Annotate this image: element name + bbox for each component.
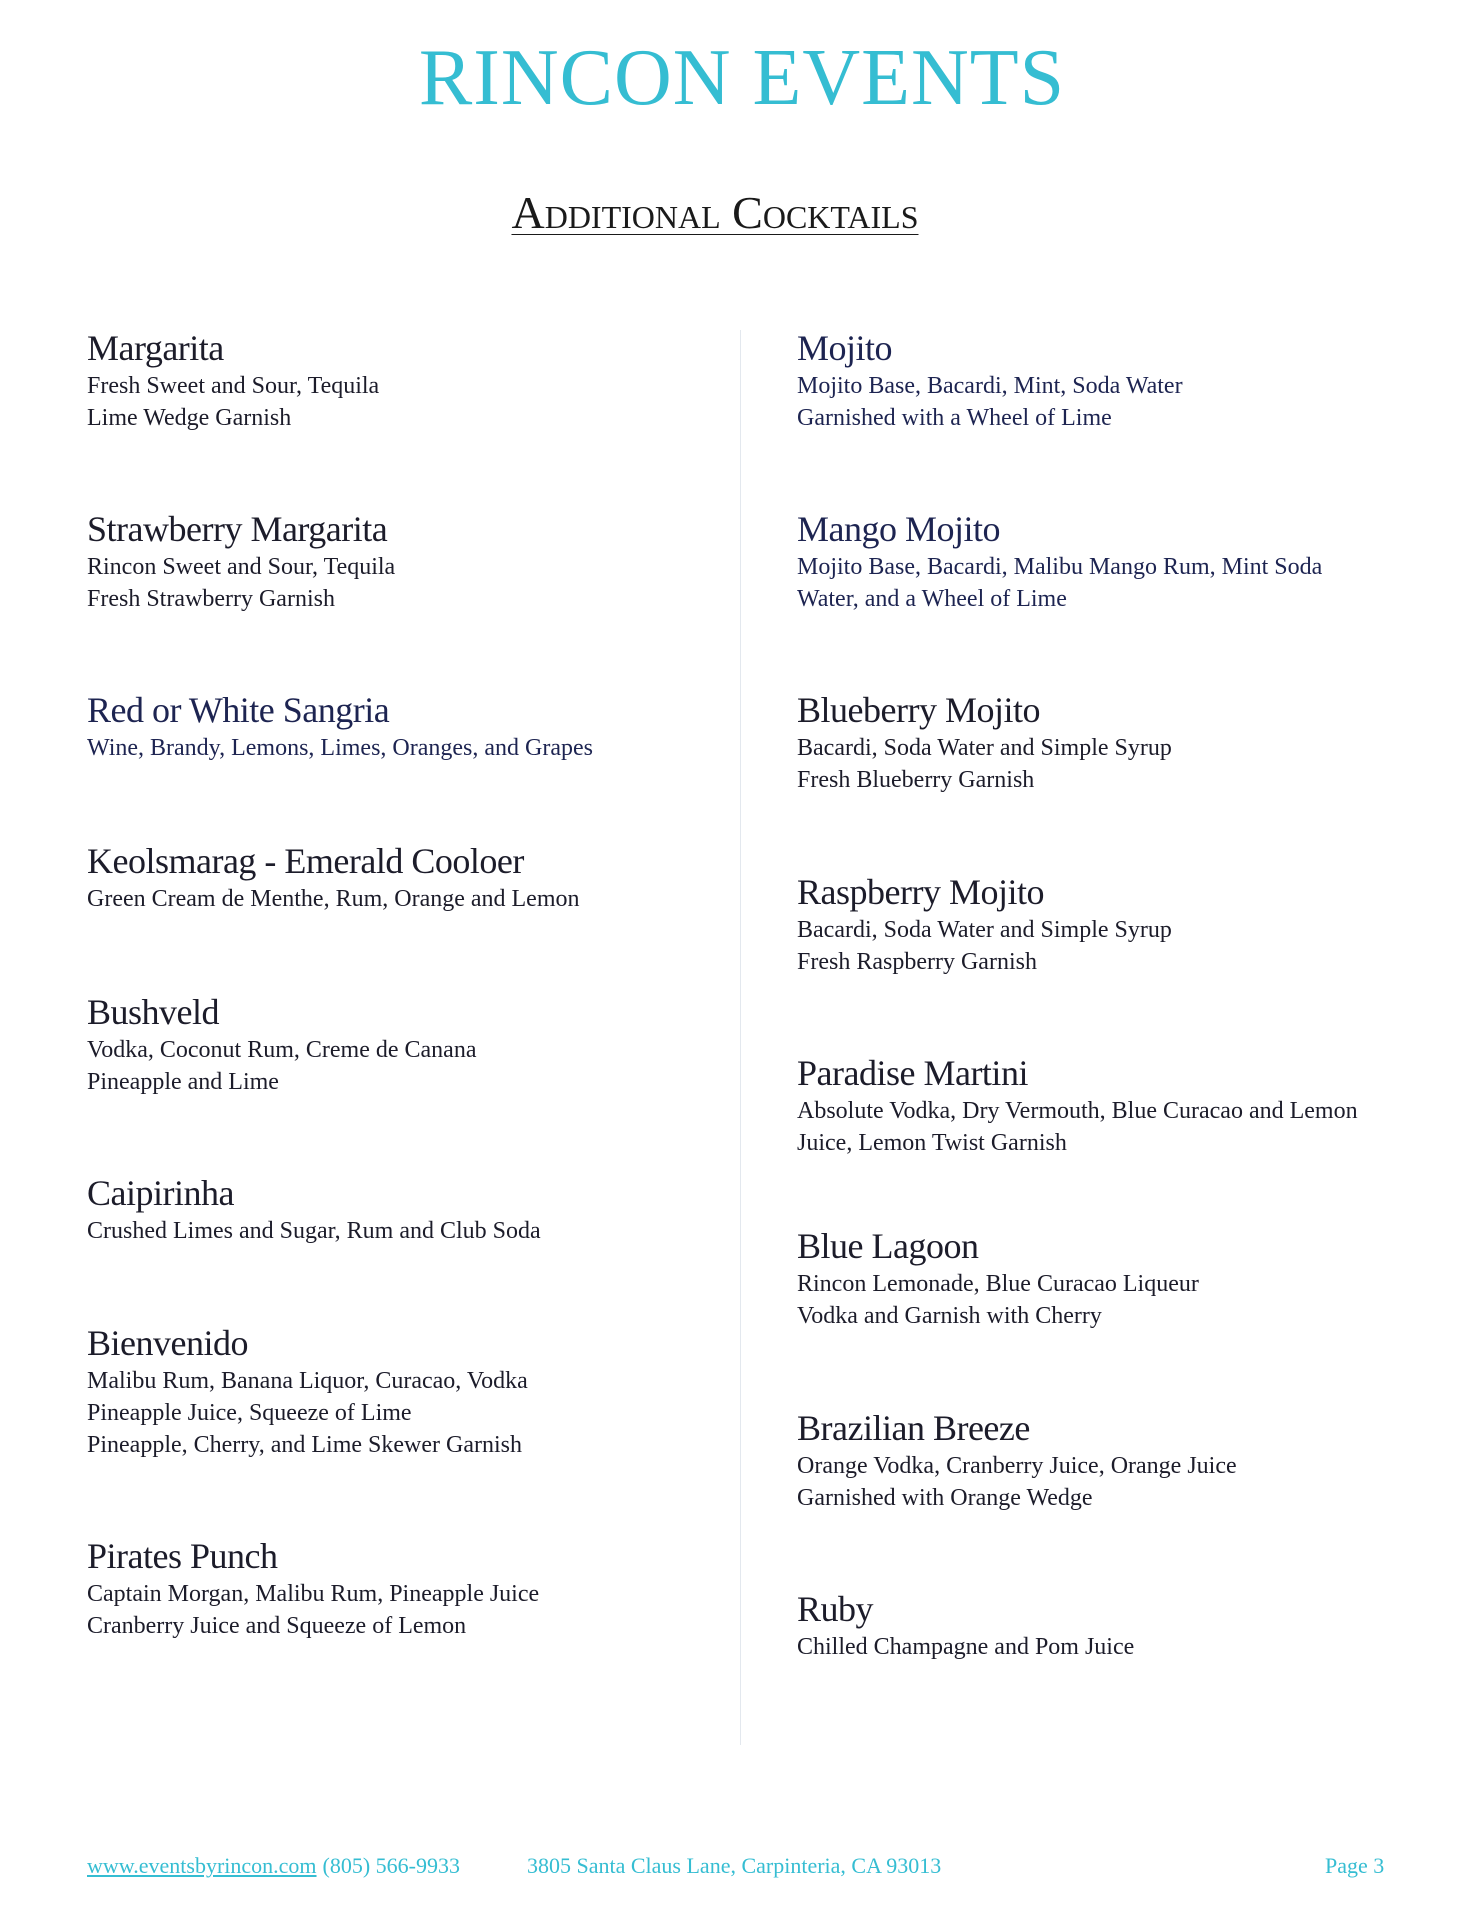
cocktail-description: Green Cream de Menthe, Rum, Orange and Lemon — [87, 886, 580, 912]
section-heading-text: Additional Cocktails — [511, 187, 919, 238]
brand-title: RINCON EVENTS — [418, 34, 1066, 122]
cocktail-description: Bacardi, Soda Water and Simple Syrup Fresh Raspberry Garnish — [797, 917, 1172, 975]
cocktail-item — [797, 690, 1172, 796]
cocktail-name: Paradise Martini — [797, 1053, 1028, 1093]
cocktail-item — [87, 992, 476, 1098]
cocktail-item — [87, 509, 395, 615]
cocktail-description: Captain Morgan, Malibu Rum, Pineapple Juice Cranberry Juice and Squeeze of Lemon — [87, 1581, 540, 1639]
cocktail-name: Pirates Punch — [87, 1536, 278, 1576]
cocktail-name: Red or White Sangria — [87, 690, 390, 730]
cocktail-item — [797, 509, 1322, 615]
cocktail-item — [797, 1589, 1134, 1663]
column-divider — [740, 330, 741, 1745]
cocktail-description: Crushed Limes and Sugar, Rum and Club Soda — [87, 1218, 541, 1244]
phone-number: (805) 566-9933 — [322, 1853, 461, 1878]
cocktail-description: Rincon Lemonade, Blue Curacao Liqueur Vodka and Garnish with Cherry — [797, 1271, 1199, 1329]
cocktail-description: Chilled Champagne and Pom Juice — [797, 1634, 1135, 1660]
cocktail-item — [797, 328, 1183, 434]
cocktail-description: Fresh Sweet and Sour, Tequila Lime Wedge Garnish — [87, 373, 380, 431]
cocktail-item — [87, 1173, 541, 1247]
cocktail-name: Mango Mojito — [797, 509, 1001, 549]
cocktail-item — [87, 1536, 539, 1642]
address: 3805 Santa Claus Lane, Carpinteria, CA 93013 — [527, 1853, 942, 1878]
website-link[interactable]: www.eventsbyrincon.com — [87, 1853, 317, 1878]
cocktail-name: Margarita — [87, 328, 224, 368]
cocktail-description: Malibu Rum, Banana Liquor, Curacao, Vodka Pineapple Juice, Squeeze of Lime Pineapple, Cherry, and Lime Skewer Garnish — [87, 1368, 528, 1458]
cocktail-name: Ruby — [797, 1589, 874, 1629]
page-number: Page 3 — [1325, 1853, 1385, 1878]
footer — [87, 1852, 1387, 1880]
cocktail-name: Bienvenido — [87, 1323, 248, 1363]
cocktail-description: Vodka, Coconut Rum, Creme de Canana Pineapple and Lime — [87, 1037, 477, 1095]
cocktail-item — [87, 328, 379, 434]
cocktail-name: Mojito — [797, 328, 893, 368]
cocktail-description: Mojito Base, Bacardi, Malibu Mango Rum, Mint Soda Water, and a Wheel of Lime — [797, 554, 1323, 612]
cocktail-description: Bacardi, Soda Water and Simple Syrup Fresh Blueberry Garnish — [797, 735, 1172, 793]
cocktail-description: Rincon Sweet and Sour, Tequila Fresh Strawberry Garnish — [87, 554, 396, 612]
cocktail-name: Blue Lagoon — [797, 1226, 979, 1266]
cocktail-item — [87, 690, 593, 764]
cocktail-name: Keolsmarag - Emerald Cooloer — [87, 841, 524, 881]
cocktail-item — [797, 1408, 1237, 1514]
cocktail-name: Brazilian Breeze — [797, 1408, 1030, 1448]
cocktail-item — [87, 841, 580, 915]
cocktail-name: Blueberry Mojito — [797, 690, 1040, 730]
cocktail-description: Absolute Vodka, Dry Vermouth, Blue Curacao and Lemon Juice, Lemon Twist Garnish — [797, 1098, 1358, 1156]
cocktail-description: Mojito Base, Bacardi, Mint, Soda Water Garnished with a Wheel of Lime — [797, 373, 1183, 431]
cocktail-description: Orange Vodka, Cranberry Juice, Orange Juice Garnished with Orange Wedge — [797, 1453, 1237, 1511]
cocktail-name: Caipirinha — [87, 1173, 234, 1213]
cocktail-item — [87, 1323, 528, 1461]
cocktail-description: Wine, Brandy, Lemons, Limes, Oranges, and Grapes — [87, 735, 594, 761]
section-heading — [0, 187, 1430, 238]
cocktail-item — [797, 872, 1172, 978]
cocktail-name: Bushveld — [87, 992, 220, 1032]
cocktail-name: Raspberry Mojito — [797, 872, 1044, 912]
cocktail-item — [797, 1053, 1358, 1159]
cocktail-item — [797, 1226, 1199, 1332]
cocktail-name: Strawberry Margarita — [87, 509, 388, 549]
